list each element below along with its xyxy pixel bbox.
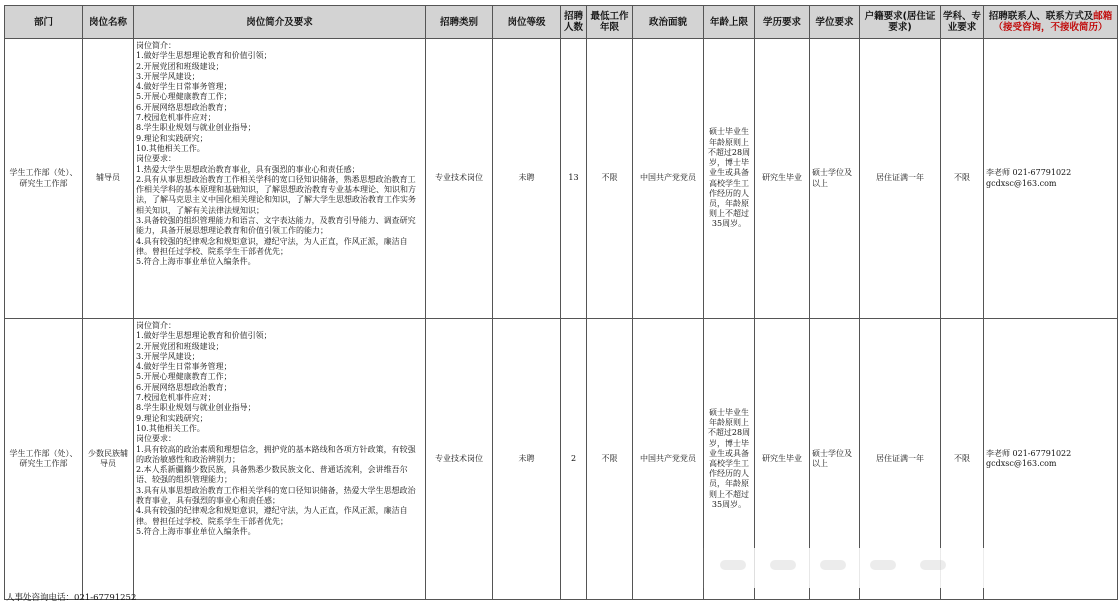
cell-dept: 学生工作部（处）、研究生工作部 bbox=[5, 39, 83, 319]
watermark-overlay bbox=[700, 548, 1080, 588]
desc-line: 8.学生职业规划与就业创业指导； bbox=[136, 123, 256, 133]
header-min-years: 最低工作年限 bbox=[587, 6, 633, 39]
cell-political: 中国共产党党员 bbox=[633, 319, 704, 600]
desc-line: 5.开展心理健康教育工作； bbox=[136, 372, 232, 382]
contact-name-phone: 李老师 021-67791022 bbox=[986, 448, 1072, 458]
cell-level: 未聘 bbox=[493, 319, 561, 600]
cell-political: 中国共产党党员 bbox=[633, 39, 704, 319]
header-political: 政治面貌 bbox=[633, 6, 704, 39]
cell-degree: 硕士学位及以上 bbox=[810, 319, 860, 600]
header-level: 岗位等级 bbox=[493, 6, 561, 39]
cell-count: 2 bbox=[561, 319, 587, 600]
watermark-blob bbox=[770, 560, 796, 570]
desc-line: 4.具有较强的纪律观念和规矩意识，遵纪守法，为人正直，作风正派，廉洁自律。曾担任过学校、院系学生干部者优先； bbox=[136, 236, 408, 256]
desc-line: 1.做好学生思想理论教育和价值引领； bbox=[136, 331, 272, 341]
cell-age: 硕士毕业生年龄原则上不超过28周岁，博士毕业生或具备高校学生工作经历的人员，年龄原则上不超过35周岁。 bbox=[704, 319, 755, 600]
cell-hukou: 居住证满一年 bbox=[860, 39, 941, 319]
cell-category: 专业技术岗位 bbox=[426, 39, 493, 319]
header-count: 招聘人数 bbox=[561, 6, 587, 39]
watermark-blob bbox=[820, 560, 846, 570]
desc-line: 4.做好学生日常事务管理； bbox=[136, 362, 232, 372]
header-hukou: 户籍要求(居住证要求) bbox=[860, 6, 941, 39]
cell-post-name: 少数民族辅导员 bbox=[83, 319, 134, 600]
cell-degree: 硕士学位及以上 bbox=[810, 39, 860, 319]
desc-line: 6.开展网络思想政治教育； bbox=[136, 382, 232, 392]
header-contact-black: 招聘联系人、联系方式及 bbox=[988, 11, 1094, 22]
header-age: 年龄上限 bbox=[704, 6, 755, 39]
cell-major: 不限 bbox=[941, 39, 984, 319]
desc-line: 7.校园危机事件应对； bbox=[136, 393, 216, 403]
cell-category: 专业技术岗位 bbox=[426, 319, 493, 600]
desc-line: 3.具有从事思想政治教育工作相关学科的宽口径知识储备，热爱大学生思想政治教育事业，具有强烈的事业心和责任感； bbox=[136, 485, 416, 506]
cell-hukou: 居住证满一年 bbox=[860, 319, 941, 600]
desc-list bbox=[136, 321, 423, 537]
desc-line: 6.开展网络思想政治教育； bbox=[136, 102, 232, 112]
cell-level: 未聘 bbox=[493, 39, 561, 319]
cell-count: 13 bbox=[561, 39, 587, 319]
contact-name-phone: 李老师 021-67791022 bbox=[986, 168, 1072, 178]
header-contact bbox=[984, 6, 1118, 39]
desc-line: 8.学生职业规划与就业创业指导； bbox=[136, 403, 256, 413]
desc-line: 4.具有较强的纪律观念和规矩意识，遵纪守法，为人正直，作风正派，廉洁自律。曾担任过学校、院系学生干部者优先； bbox=[136, 506, 408, 526]
footer-phone: 人事处咨询电话：021-67791252 bbox=[6, 593, 137, 603]
desc-line: 岗位要求： bbox=[136, 154, 176, 164]
desc-line: 5.符合上海市事业单位入编条件。 bbox=[136, 257, 256, 267]
desc-line: 1.具有较高的政治素质和理想信念，拥护党的基本路线和各项方针政策，有较强的政治敏感性和政治辨别力； bbox=[136, 444, 416, 464]
desc-line: 5.符合上海市事业单位入编条件。 bbox=[136, 526, 256, 536]
cell-desc bbox=[134, 319, 426, 600]
desc-line: 1.热爱大学生思想政治教育事业，具有强烈的事业心和责任感； bbox=[136, 164, 360, 174]
desc-line: 2.本人系新疆籍少数民族，具备熟悉少数民族文化、普通话流利，会讲维吾尔语、较强的组织管理能力； bbox=[136, 465, 408, 485]
cell-edu: 研究生毕业 bbox=[755, 319, 810, 600]
desc-line: 岗位简介： bbox=[136, 41, 176, 50]
header-category: 招聘类别 bbox=[426, 6, 493, 39]
header-dept: 部门 bbox=[5, 6, 83, 39]
header-post-name: 岗位名称 bbox=[83, 6, 134, 39]
header-contact-red: 邮箱（接受咨询，不接收简历） bbox=[993, 11, 1113, 33]
desc-line: 岗位要求： bbox=[136, 434, 176, 444]
desc-line: 2.具有从事思想政治教育工作相关学科的宽口径知识储备，熟悉思想政治教育工作相关学科的基本原理和基础知识，了解思想政治教育专业基本理论、知识和方法，了解马克思主义中国化相关理论和知识，了解大学生思想政治教育工作实务相关知识，了解有关法律法规知识； bbox=[136, 174, 416, 215]
header-major: 学科、专业要求 bbox=[941, 6, 984, 39]
contact-email: gcdxsc@163.com bbox=[986, 178, 1057, 188]
desc-line: 9.理论和实践研究； bbox=[136, 133, 208, 143]
watermark-blob bbox=[870, 560, 896, 570]
cell-min-years: 不限 bbox=[587, 319, 633, 600]
watermark-blob bbox=[720, 560, 746, 570]
contact-email: gcdxsc@163.com bbox=[986, 459, 1057, 468]
desc-line: 3.开展学风建设； bbox=[136, 351, 200, 361]
cell-age: 硕士毕业生年龄原则上不超过28周岁，博士毕业生或具备高校学生工作经历的人员，年龄原则上不超过35周岁。 bbox=[704, 39, 755, 319]
desc-line: 10.其他相关工作。 bbox=[136, 423, 205, 433]
desc-line: 9.理论和实践研究； bbox=[136, 413, 208, 423]
desc-line: 2.开展党团和班级建设； bbox=[136, 61, 224, 71]
desc-line: 7.校园危机事件应对； bbox=[136, 113, 216, 123]
cell-post-name: 辅导员 bbox=[83, 39, 134, 319]
header-desc: 岗位简介及要求 bbox=[134, 6, 426, 39]
cell-dept: 学生工作部（处）、研究生工作部 bbox=[5, 319, 83, 600]
desc-line: 10.其他相关工作。 bbox=[136, 143, 205, 153]
header-degree: 学位要求 bbox=[810, 6, 860, 39]
cell-edu: 研究生毕业 bbox=[755, 39, 810, 319]
table-row bbox=[5, 39, 1118, 319]
desc-line: 岗位简介： bbox=[136, 321, 176, 330]
job-table bbox=[4, 5, 1118, 600]
desc-list bbox=[136, 41, 423, 268]
desc-line: 2.开展党团和班级建设； bbox=[136, 341, 224, 351]
cell-desc bbox=[134, 39, 426, 319]
cell-major: 不限 bbox=[941, 319, 984, 600]
desc-line: 3.具备较强的组织管理能力和语言、文字表达能力，及教育引导能力、调查研究能力，具备开展思想理论教育和价值引领工作的能力； bbox=[136, 216, 416, 236]
desc-line: 4.做好学生日常事务管理； bbox=[136, 82, 232, 92]
desc-line: 5.开展心理健康教育工作； bbox=[136, 92, 232, 102]
watermark-blob bbox=[920, 560, 946, 570]
header-edu: 学历要求 bbox=[755, 6, 810, 39]
cell-contact bbox=[984, 39, 1118, 319]
header-row bbox=[5, 6, 1118, 39]
desc-line: 3.开展学风建设； bbox=[136, 71, 200, 81]
desc-line: 1.做好学生思想理论教育和价值引领； bbox=[136, 51, 272, 61]
cell-min-years: 不限 bbox=[587, 39, 633, 319]
